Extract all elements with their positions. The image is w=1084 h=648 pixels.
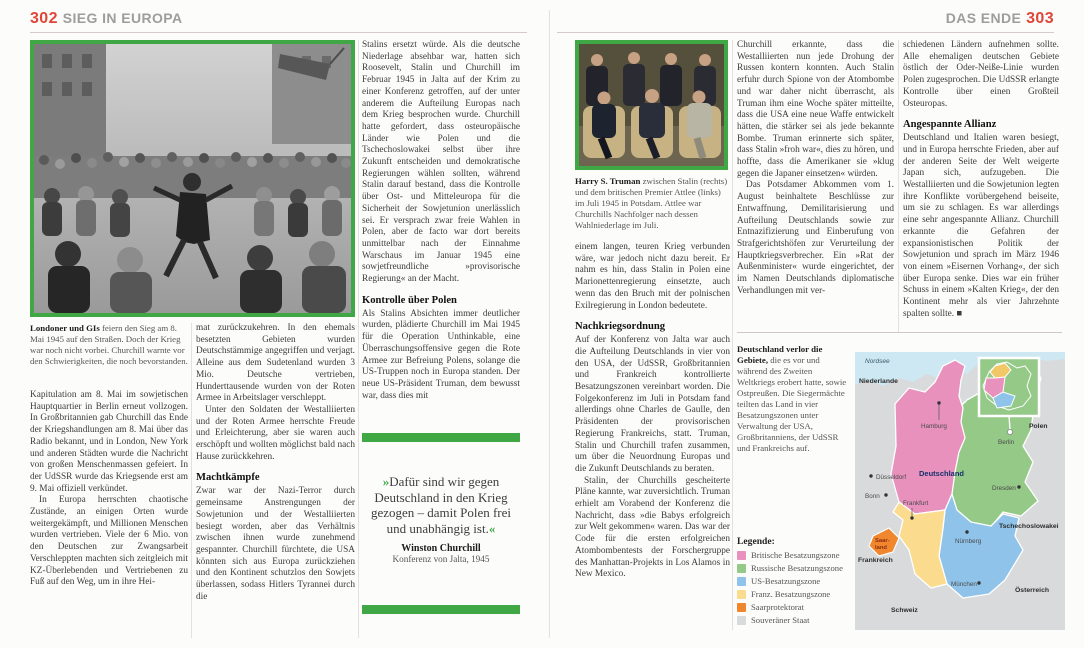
svg-text:Nürnberg: Nürnberg	[955, 538, 982, 545]
subheading-angespannte-allianz: Angespannte Allianz	[903, 119, 997, 131]
occupation-zones-map-art	[855, 352, 1065, 630]
map-caption-text: die es vor und während des Zweiten Weltkriegs erobert hatte, sowie Ostpreußen. Die Siegermächte teilten das Land in vier Besatzungszonen unter Verwaltung der USA, Großbritanniens, der UdSSR und Frankreichs auf.	[737, 355, 847, 453]
caption-potsdam-photo	[575, 176, 730, 231]
label-nordsee: Nordsee	[865, 358, 890, 365]
svg-text:Dresden: Dresden	[992, 485, 1016, 492]
celebration-photo-art	[34, 44, 351, 313]
legend-swatch-us	[737, 577, 746, 586]
map-legend	[737, 536, 857, 628]
svg-text:Berlin: Berlin	[998, 439, 1015, 446]
column-3	[362, 40, 520, 432]
left-page-header	[30, 10, 182, 28]
occupation-zones-map	[855, 352, 1065, 630]
caption-text: feiern den Sieg am 8. Mai 1945 auf den Straßen. Doch der Krieg war noch nicht vorbei. Churchill warnte vor den Schwierigkeiten, die noch bevorstanden.	[30, 323, 188, 366]
legend-item: US-Besatzungszone	[737, 576, 857, 586]
label-niederlande: Niederlande	[859, 378, 898, 385]
column-5	[737, 40, 894, 334]
column-4	[575, 40, 730, 640]
right-page-header	[946, 10, 1054, 28]
label-schweiz: Schweiz	[891, 607, 918, 614]
label-oesterreich: Österreich	[1015, 587, 1050, 594]
page-number-left: 302	[30, 10, 58, 27]
legend-item: Franz. Besatzungszone	[737, 589, 857, 599]
page-gutter-rule	[549, 10, 550, 638]
label-deutschland: Deutschland	[919, 469, 965, 478]
map-caption-lead: Deutschland verlor die Gebiete,	[737, 344, 823, 365]
paragraph: Das Potsdamer Abkommen vom 1. August beinhaltete Beschlüsse zur Entwaffnung, Demilitarisierung und Aufteilung Deutschlands sowie zur Entnazifizierung und Einberufung von Strafgerichtshöfen zur Verurteilung der Hauptkriegsverbrecher. Ein »Rat der Außenminister« wurde eingerichtet, der im Namen Deutschlands diplomatische Verhandlungen mit ver-	[737, 180, 894, 296]
legend-swatch-russian	[737, 564, 746, 573]
caption-text: zwischen Stalin (rechts) und dem britischen Premier Attlee (links) im Juli 1945 in Potsdam. Attlee war Churchills Nachfolger nach dessen Wahlniederlage im Juli.	[575, 176, 728, 230]
caption-lead: Londoner und GIs	[30, 323, 100, 333]
svg-text:Frankfurt: Frankfurt	[903, 500, 929, 507]
label-polen: Polen	[1029, 423, 1048, 430]
column-rule-2-3	[358, 40, 359, 638]
quote-text: »Dafür sind wir gegen Deutschland in den Krieg gezogen – damit Polen frei und unabhängig ist.«	[370, 474, 512, 536]
legend-item: Souveräner Staat	[737, 615, 857, 625]
legend-swatch-sovereign	[737, 616, 746, 625]
paragraph: Unter den Soldaten der Westalliierten und der Roten Armee herrschte Freude und Erleichterung, aber sie waren auch erschöpft und wollten möglichst bald nach Hause zurückkehren.	[196, 404, 355, 462]
caption-lead: Harry S. Truman	[575, 176, 641, 186]
quote-green-bar-bottom	[362, 605, 520, 614]
potsdam-photo-art	[579, 44, 724, 166]
paragraph: mat zurückzukehren. In den ehemals besetzten Gebieten wurden Deutschstämmige angegriffen und verjagt. Alleine aus dem Sudetenland wurden 3 Mio. Deutsche vertrieben, Hunderttausende wurden von der Roten Armee in Arbeitslager verschleppt.	[196, 323, 355, 404]
city-muenchen	[951, 581, 981, 588]
subheading-nachkriegsordnung: Nachkriegsordnung	[575, 321, 666, 333]
svg-text:Düsseldorf: Düsseldorf	[876, 474, 907, 481]
column-2	[196, 323, 355, 640]
legend-swatch-french	[737, 590, 746, 599]
column-rule-5-6	[898, 40, 899, 332]
caption-london-photo	[30, 323, 188, 385]
map-caption	[737, 344, 849, 454]
paragraph: Stalin, der Churchills gescheiterte Pläne kannte, war zuversichtlich. Truman erhielt am Vorabend der Konferenz die Nachricht, dass »die Babys erfolgreich zur Welt gekommen« waren. Das war der Code für die ersten erfolgreichen Atombombentests der Forschergruppe des Manhattan-Projekts in Los Alamos in New Mexico.	[575, 475, 730, 580]
column-rule-1-2	[191, 323, 192, 638]
label-saarland-1: Saar-	[875, 538, 890, 544]
subheading-machtkaempfe: Machtkämpfe	[196, 472, 260, 484]
column-1	[30, 390, 188, 640]
label-saarland-2: land	[875, 545, 887, 551]
label-tschechoslowakei: Tschechoslowakei	[999, 523, 1059, 530]
legend-item: Russische Besatzungszone	[737, 563, 857, 573]
column-rule-4-5	[732, 40, 733, 630]
photo-potsdam-conference	[575, 40, 728, 170]
subheading-kontrolle-ueber-polen: Kontrolle über Polen	[362, 294, 457, 306]
quote-author: Winston Churchill	[401, 543, 481, 554]
page-number-right: 303	[1026, 10, 1054, 27]
paragraph: Auf der Konferenz von Jalta war auch die Aufteilung Deutschlands in vier von den USA, der UdSSR, Großbritannien und Frankreich kontrollierte Besatzungszonen vereinbart worden. Die Folgekonferenz im Juli in Potsdam fand allerdings ohne Charles de Gaulle, den Präsidenten der provisorischen Regierung Frankreichs, statt. Truman, Stalin und Churchill trafen zusammen, um über die Neuordnung Europas und die Zukunft Deutschlands zu beraten.	[575, 335, 730, 474]
svg-text:Hamburg: Hamburg	[921, 423, 947, 430]
paragraph: Churchill erkannte, dass die Westalliierten nun jede Drohung der Russen kontern konnten. Auch Stalin erfuhr durch Spione von der Atombombe und war daher nicht überrascht, als Truman ihm eine Woche später mitteilte, dass die USA eine neue Waffe entwickelt hätten, die stärker sei als jede bekannte Bombe. Truman erinnerte sich später, dass Stalin »froh war«, dies zu hören, und hoffte, dass die Amerikaner sie »klug gegen die Japaner einsetzen« würden.	[737, 40, 894, 179]
legend-item: Britische Besatzungszone	[737, 550, 857, 560]
label-frankreich: Frankreich	[858, 557, 893, 564]
quote-close-mark: «	[488, 520, 496, 536]
paragraph: Zwar war der Nazi-Terror durch gemeinsame Anstrengungen der Sowjetunion und der Westalliierten besiegt worden, aber das Verhältnis zwischen ihnen wurde zunehmend gespannter. Churchill fürchtete, die USA könnten sich aus Europa zurückziehen und den Kontinent schutzlos den Sowjets überlassen, sodass Hitlers Tyrannei durch die	[196, 486, 355, 602]
paragraph: Deutschland und Italien waren besiegt, und in Europa herrschte Frieden, aber auf der anderen Seite der Welt weigerte Japan sich, aufzugeben. Die Westalliierten und die Sowjetunion legten ihre Konflikte vorübergehend beiseite, um sie zu schlagen. Es war allerdings eine sehr angespannte Allianz. Churchill erkannte die Gefahren der expansionistischen Politik der Sowjetunion und sprach im März 1946 von einem »Eisernen Vorhang«, der sich über Europa senke. Dies war ein früher Schuss in einem »Kalten Krieg«, der den Kontinent mehr als vier Jahrzehnte spalten sollte. ■	[903, 133, 1059, 319]
legend-swatch-saar	[737, 603, 746, 612]
legend-title: Legende:	[737, 536, 775, 547]
paragraph: einem langen, teuren Krieg verbunden wäre, war jedoch nicht dazu bereit. Er nahm es hin, dass Stalin in Polen eine Marionettenregierung einsetzte, auch wenn das den Bruch mit der polnischen Exilregierung in London bedeutete.	[575, 242, 730, 311]
column-6	[903, 40, 1059, 336]
map-section-rule	[737, 332, 1062, 333]
legend-item: Saarprotektorat	[737, 602, 857, 612]
paragraph: schiedenen Ländern aufnehmen sollte. Alle ehemaligen deutschen Gebiete östlich der Oder-Neiße-Linie wurden Polen zugesprochen. Die UdSSR erlangte Kontrolle über einen Großteil Osteuropas.	[903, 40, 1059, 109]
paragraph: Als Stalins Absichten immer deutlicher wurden, plädierte Churchill im Mai 1945 für die Operation Unthinkable, eine Überraschungsoffensive gegen die Rote Armee zur Befreiung Polens, solange die US-Truppen noch in Europa standen. Der neue US-Präsident Truman, dem bewusst war, dass dies mit	[362, 308, 520, 401]
svg-text:München: München	[951, 581, 977, 588]
photo-london-celebration	[30, 40, 355, 317]
quote-open-mark: »	[382, 474, 390, 489]
svg-text:Bonn: Bonn	[865, 493, 880, 500]
section-title-left: SIEG IN EUROPA	[62, 10, 183, 26]
paragraph: Kapitulation am 8. Mai im sowjetischen Hauptquartier in Berlin erneut vollzogen. In Großbritannien gab Churchill das Ende der Kriegshandlungen am 8. Mai über das Radio bekannt, und in London, New York und anderen Städten wurde die Nachricht von großen Menschenmassen gefeiert. In der UdSSR wurde das Kriegsende erst am 9. Mai offiziell verkündet.	[30, 390, 188, 494]
header-rule-left	[30, 32, 527, 33]
pull-quote-block	[362, 433, 520, 614]
legend-swatch-british	[737, 551, 746, 560]
paragraph: Stalins ersetzt würde. Als die deutsche Niederlage absehbar war, hatten sich Roosevelt, Stalin und Churchill im Februar 1945 in Jalta auf der Krim zu einer Konferenz getroffen, auf der unter anderem die Aufteilung Europas nach dem Krieg besprochen wurde. Churchill hatte gefordert, dass osteuropäische Länder wie Polen und die Tschechoslowakei selbst über ihre Zukunft entscheiden und demokratische Regierungen wählen sollten, während Stalin darauf bestand, dass die Kontrolle über Ost- und Mitteleuropa für die Sicherheit der Sowjetunion unerlässlich sei. Er versprach zwar freie Wahlen in Polen, aber de facto war dort bereits unmittelbar nach der Einnahme Warschaus im Januar 1945 eine sowjetfreundliche »provisorische Regierung« an der Macht.	[362, 40, 520, 285]
quote-green-bar-top	[362, 433, 520, 442]
header-rule-right	[557, 32, 1054, 33]
quote-source: Konferenz von Jalta, 1945	[392, 554, 490, 564]
section-title-right: DAS ENDE	[945, 10, 1022, 26]
paragraph: In Europa herrschten chaotische Zustände, an einigen Orten wurde weitergekämpft, und Millionen Menschen wurden vertrieben. Viele der 6 Mio. von den Deutschen zur Zwangsarbeit Verschleppten machten sich zeitgleich mit KZ-Überlebenden und Vertriebenen zu Fuß auf den Weg, um in ihre Hei-	[30, 495, 188, 588]
